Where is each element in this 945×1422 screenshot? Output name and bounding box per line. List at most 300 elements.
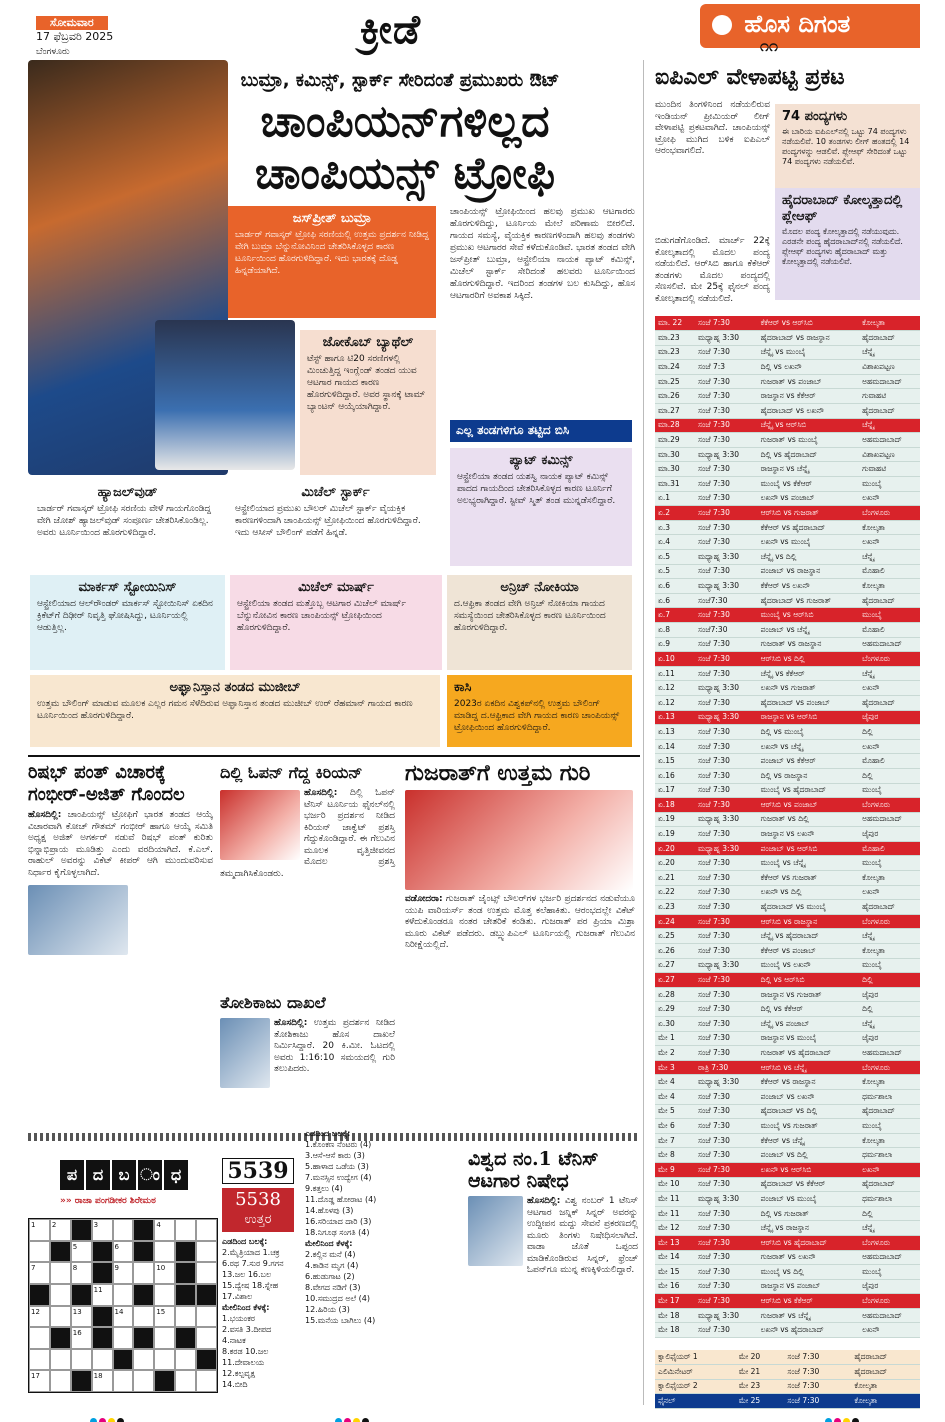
schedule-row-cell: ಏ.20 <box>655 856 695 871</box>
schedule-row-cell: ಮುಂಬೈ vs ಆರ್‌ಸಿಬಿ <box>758 608 860 623</box>
registration-dot <box>108 1418 115 1422</box>
schedule-row-cell: ಸಂಜೆ 7:30 <box>695 1177 758 1192</box>
schedule-row <box>655 550 920 565</box>
schedule-row-cell: ಏ.8 <box>655 622 695 637</box>
schedule-row-cell: ಮುಂಬೈ vs ದಿಲ್ಲಿ <box>758 1265 860 1280</box>
schedule-row-cell: ಮೇ 4 <box>655 1089 695 1104</box>
schedule-row <box>655 1192 920 1207</box>
previous-answer-label: ಉತ್ತರ <box>244 1212 272 1227</box>
schedule-row <box>655 389 920 404</box>
schedule-row-cell: ಏ.12 <box>655 695 695 710</box>
schedule-row <box>655 929 920 944</box>
schedule-row <box>655 900 920 915</box>
jacob-name: ಜೋಕೊಬ್ ಬ್ಯಾಥೆಲ್ <box>322 335 414 350</box>
schedule-row-cell: ದಿಲ್ಲಿ vs ರಾಜಸ್ಥಾನ <box>758 768 860 783</box>
grid-cell[interactable] <box>154 1349 175 1371</box>
hazel-box <box>30 480 225 570</box>
ipl-hyd-title: ಹೈದರಾಬಾದ್ ಕೋಲ್ಕತ್ತಾದಲ್ಲಿ ಪ್ಲೇಆಫ್ <box>782 193 903 224</box>
grid-cell[interactable] <box>175 1306 196 1328</box>
schedule-row-cell: ಸಂಜೆ 7:30 <box>695 1148 758 1163</box>
schedule-row-cell: ಏ.18 <box>655 798 695 813</box>
clue-line: 5.ಹಾಳಾದ ಒಡೆಯ (3) <box>305 1162 369 1171</box>
schedule-row-cell: ಸಂಜೆ 7:30 <box>695 695 758 710</box>
clue-line: 3.ಆಸೆ-ಆಸೆ ಕಾರು (3) <box>305 1151 365 1160</box>
schedule-row <box>655 1119 920 1134</box>
grid-cell[interactable] <box>133 1370 154 1392</box>
starc-text: ಆಸ್ಟ್ರೇಲಿಯಾದ ಪ್ರಮುಖ ಬೌಲರ್ ಮಿಚೆಲ್ ಸ್ಟಾರ್ಕ್ ವೈಯಕ್ತಿಕ ಕಾರಣಗಳಿಂದಾಗಿ ಚಾಂಪಿಯನ್ಸ್ ಟ್ರೋಫಿಯಿಂದ ಹೊರಗುಳಿದಿದ್ದಾರೆ. ಇದು ಆಸೀಸ್ ಬೌಲಿಂಗ್ ಪಡೆಗೆ ಹಿನ್ನಡೆ. <box>235 504 421 538</box>
registration-dot <box>834 1418 841 1422</box>
answer-line: 6.ರಥ 7.ಸುರ 9.ಗಗನ <box>222 1259 284 1268</box>
mujeeb-name: ಅಫ್ಘಾನಿಸ್ತಾನ ತಂಡದ ಮುಜೀಬ್ <box>169 680 301 695</box>
grid-cell[interactable]: 18 <box>92 1370 113 1392</box>
grid-cell[interactable] <box>175 1370 196 1392</box>
pant-body <box>28 810 213 879</box>
schedule-row-cell: ಕೋಲ್ಕತಾ <box>859 1133 920 1148</box>
schedule-row-cell: ಸಂಜೆ 7:30 <box>695 345 758 360</box>
schedule-row-cell: ಮಧ್ಯಾಹ್ನ 3:30 <box>695 447 758 462</box>
kiryan-photo <box>220 790 300 860</box>
print-marks-left <box>90 1410 126 1420</box>
playoff-row-cell: ಕೋಲ್ಕತಾ <box>851 1394 920 1409</box>
schedule-row-cell: ಅಹಮದಾಬಾದ್ <box>859 433 920 448</box>
grid-cell[interactable]: 16 <box>71 1327 92 1349</box>
grid-block <box>175 1241 196 1263</box>
schedule-row-cell: ಬೆಂಗಳೂರು <box>859 506 920 521</box>
schedule-row-cell: ಸಂಜೆ 7:30 <box>695 1206 758 1221</box>
section-divider <box>28 755 640 757</box>
schedule-row <box>655 491 920 506</box>
schedule-row-cell: ಮೇ 7 <box>655 1133 695 1148</box>
toshi-dateline: ಹೊಸದಿಲ್ಲಿ: <box>274 1018 308 1028</box>
schedule-row-cell: ಮೊಹಾಲಿ <box>859 841 920 856</box>
grid-block <box>50 1327 71 1349</box>
schedule-row-cell: ರಾಜಸ್ಥಾನ vs ಆರ್‌ಸಿಬಿ <box>758 710 860 725</box>
schedule-row-cell: ಸಂಜೆ 7:30 <box>695 768 758 783</box>
schedule-row <box>655 622 920 637</box>
crossword-grid[interactable] <box>28 1218 218 1393</box>
grid-cell[interactable]: 10 <box>154 1262 175 1284</box>
mujeeb-text: ಉತ್ತಮ ಬೌಲಿಂಗ್ ಮಾಡುವ ಮೂಲಕ ಎಲ್ಲರ ಗಮನ ಸೆಳೆದಿರುವ ಅಫ್ಘಾನಿಸ್ತಾನ ತಂಡದ ಮುಜೀಬ್ ಉರ್ ರೆಹಮಾನ್ ಗಾಯದ ಕಾರಣ ಟೂರ್ನಿಯಿಂದ ಹೊರಗುಳಿದಿದ್ದಾರೆ. <box>37 699 413 721</box>
schedule-row-cell: ಏ.20 <box>655 841 695 856</box>
grid-cell[interactable] <box>92 1349 113 1371</box>
schedule-row <box>655 447 920 462</box>
pant-story <box>28 762 213 955</box>
schedule-row-cell: ಗುಜರಾತ್ vs ದಿಲ್ಲಿ <box>758 812 860 827</box>
schedule-row-cell: ಕೆಕೆಆರ್ vs ಆರ್‌ಸಿಬಿ <box>758 316 860 331</box>
grid-cell[interactable] <box>196 1370 217 1392</box>
lead-kicker: ಬುಮ್ರಾ, ಕಮಿನ್ಸ್, ಸ್ಟಾರ್ಕ್ ಸೇರಿದಂತೆ ಪ್ರಮುಖರು ಔಟ್ <box>240 70 560 91</box>
schedule-row-cell: ಸಂಜೆ 7:30 <box>695 564 758 579</box>
lead-body: ಚಾಂಪಿಯನ್ಸ್ ಟ್ರೋಫಿಯಿಂದ ಹಲವು ಪ್ರಮುಖ ಆಟಗಾರರು ಹೊರಗುಳಿದಿದ್ದು, ಟೂರ್ನಿಯ ಮೇಲೆ ಪರಿಣಾಮ ಬೀರಲಿದೆ. ಗಾಯದ ಸಮಸ್ಯೆ, ವೈಯಕ್ತಿಕ ಕಾರಣಗಳಿಂದಾಗಿ ಹಲವು ತಂಡಗಳು ಪ್ರಮುಖ ಆಟಗಾರರ ಸೇವೆ ಕಳೆದುಕೊಂಡಿವೆ. ಭಾರತ ತಂಡದ ವೇಗಿ ಜಸ್‌ಪ್ರೀತ್ ಬುಮ್ರಾ, ಆಸ್ಟ್ರೇಲಿಯಾ ನಾಯಕ ಪ್ಯಾಟ್ ಕಮಿನ್ಸ್, ಮಿಚೆಲ್ ಸ್ಟಾರ್ಕ್ ಸೇರಿದಂತೆ ಹಲವರು ಟೂರ್ನಿಯಿಂದ ಹೊರಗುಳಿದಿದ್ದಾರೆ. ಇದರಿಂದ ತಂಡಗಳ ಬಲ ಕುಸಿದಿದ್ದು, ಹೊಸ ಆಟಗಾರರಿಗೆ ಅವಕಾಶ ಸಿಕ್ಕಿದೆ. <box>450 207 635 301</box>
schedule-row-cell: ಸಂಜೆ 7:30 <box>695 652 758 667</box>
schedule-row-cell: ಸಂಜೆ 7:30 <box>695 725 758 740</box>
schedule-row-cell: ಮೊಹಾಲಿ <box>859 754 920 769</box>
tennis-story <box>468 1148 638 1277</box>
schedule-row-cell: ಮಧ್ಯಾಹ್ನ 3:30 <box>695 550 758 565</box>
grid-cell[interactable] <box>113 1370 134 1392</box>
grid-cell[interactable]: 13 <box>71 1306 92 1328</box>
schedule-row-cell: ಧರ್ಮಶಾಲಾ <box>859 1089 920 1104</box>
playoff-row <box>655 1379 920 1394</box>
schedule-row-cell: ಸಂಜೆ 7:30 <box>695 900 758 915</box>
schedule-row-cell: ಸಂಜೆ 7:30 <box>695 462 758 477</box>
schedule-row-cell: ಮೇ 9 <box>655 1162 695 1177</box>
grid-cell[interactable]: 17 <box>29 1370 50 1392</box>
registration-dot <box>825 1418 832 1422</box>
schedule-row-cell: ಆರ್‌ಸಿಬಿ vs ರಾಜಸ್ಥಾನ <box>758 914 860 929</box>
answer-line: 1.ಭಯಂಕರ <box>222 1314 256 1323</box>
schedule-row-cell: ಸಂಜೆ 7:30 <box>695 783 758 798</box>
schedule-row-cell: ಮುಂಬೈ vs ಹೈದರಾಬಾದ್ <box>758 783 860 798</box>
grid-cell[interactable]: 15 <box>154 1306 175 1328</box>
grid-cell[interactable] <box>71 1349 92 1371</box>
grid-block <box>175 1284 196 1306</box>
clue-line: 2.ಕಲ್ಲಿನ ಮನೆ (4) <box>305 1250 356 1259</box>
grid-block <box>92 1306 113 1328</box>
grid-cell[interactable]: 8 <box>71 1262 92 1284</box>
schedule-row-cell: ಏ.24 <box>655 914 695 929</box>
schedule-row-cell: ಏ.13 <box>655 725 695 740</box>
schedule-row-cell: ಹೈದರಾಬಾದ್ <box>859 900 920 915</box>
schedule-row <box>655 958 920 973</box>
schedule-row-cell: ಆರ್‌ಸಿಬಿ vs ದಿಲ್ಲಿ <box>758 652 860 667</box>
schedule-row-cell: ಸಂಜೆ 7:30 <box>695 506 758 521</box>
kiryan-title: ದಿಲ್ಲಿ ಓಪನ್ ಗೆದ್ದ ಕಿರಿಯನ್ <box>220 763 363 782</box>
pat-box <box>450 448 632 566</box>
toshi-story <box>220 992 395 1088</box>
ipl-74-box <box>775 104 920 188</box>
grid-block <box>71 1219 92 1241</box>
schedule-row-cell: ಹೈದರಾಬಾದ್ vs ಲಖನೌ <box>758 404 860 419</box>
schedule-row-cell: ದಿಲ್ಲಿ <box>859 768 920 783</box>
schedule-row-cell: ಮಾ.30 <box>655 462 695 477</box>
schedule-row-cell: ಗುಜರಾತ್ vs ರಾಜಸ್ಥಾನ <box>758 637 860 652</box>
schedule-row <box>655 1133 920 1148</box>
schedule-row-cell: ಚೆನ್ನೈ vs ಪಂಜಾಬ್ <box>758 1017 860 1032</box>
schedule-row-cell: ಮುಂಬೈ <box>859 1265 920 1280</box>
schedule-row-cell: ಸಂಜೆ 7:30 <box>695 1089 758 1104</box>
grid-cell[interactable]: 12 <box>29 1306 50 1328</box>
schedule-row-cell: ಏ.17 <box>655 783 695 798</box>
schedule-row-cell: ಸಂಜೆ 7:30 <box>695 520 758 535</box>
schedule-row-cell: ದಿಲ್ಲಿ vs ಆರ್‌ಸಿಬಿ <box>758 973 860 988</box>
schedule-row-cell: ಸಂಜೆ 7:30 <box>695 1031 758 1046</box>
grid-block <box>133 1219 154 1241</box>
schedule-row-cell: ಮುಂಬೈ <box>859 783 920 798</box>
schedule-row-cell: ದಿಲ್ಲಿ <box>859 973 920 988</box>
grid-block <box>133 1284 154 1306</box>
grid-cell[interactable] <box>113 1327 134 1349</box>
grid-block <box>133 1327 154 1349</box>
schedule-row-cell: ಏ.2 <box>655 506 695 521</box>
schedule-row-cell: ಮೇ 16 <box>655 1279 695 1294</box>
grid-cell[interactable]: 3 <box>92 1219 113 1241</box>
ipl-74-title: 74 ಪಂದ್ಯಗಳು <box>782 109 848 124</box>
schedule-row-cell: ಲಖನೌ <box>859 491 920 506</box>
schedule-row-cell: ಮೇ 4 <box>655 1075 695 1090</box>
grid-block <box>113 1349 134 1371</box>
schedule-row-cell: ಮಾ.23 <box>655 345 695 360</box>
schedule-row-cell: ಮೇ 5 <box>655 1104 695 1119</box>
grid-cell[interactable]: 14 <box>113 1306 134 1328</box>
schedule-row-cell: ಮಧ್ಯಾಹ್ನ 3:30 <box>695 812 758 827</box>
schedule-row-cell: ಸಂಜೆ 7:30 <box>695 491 758 506</box>
schedule-row-cell: ಆರ್‌ಸಿಬಿ vs ಚೆನ್ನೈ <box>758 1060 860 1075</box>
schedule-row <box>655 754 920 769</box>
schedule-row-cell: ಮುಂಬೈ <box>859 608 920 623</box>
schedule-row-cell: ಸಂಜೆ 7:30 <box>695 1221 758 1236</box>
schedule-row-cell: ಮೇ 10 <box>655 1177 695 1192</box>
schedule-row-cell: ಚೆನ್ನೈ vs ಕೆಕೆಆರ್ <box>758 666 860 681</box>
clues-down-label: ಮೇಲಿನಿಂದ ಕೆಳಕ್ಕೆ: <box>305 1239 353 1248</box>
clues-across-label: ಎಡದಿಂದ ಬಲಕ್ಕೆ: <box>305 1129 351 1138</box>
grid-cell[interactable] <box>133 1262 154 1284</box>
schedule-row-cell: ಕೆಕೆಆರ್ vs ಗುಜರಾತ್ <box>758 871 860 886</box>
grid-cell[interactable]: 2 <box>50 1219 71 1241</box>
schedule-row-cell: ಸಂಜೆ7:30 <box>695 593 758 608</box>
lead-headline-line1: ಚಾಂಪಿಯನ್‌ಗಳಿಲ್ಲದ <box>260 96 550 147</box>
schedule-row-cell: ಅಹಮದಾಬಾದ್ <box>859 812 920 827</box>
registration-dot <box>852 1418 859 1422</box>
schedule-row-cell: ಲಖನೌ vs ಪಂಜಾಬ್ <box>758 491 860 506</box>
schedule-row-cell: ಮುಂಬೈ <box>859 477 920 492</box>
grid-cell[interactable] <box>196 1306 217 1328</box>
schedule-row <box>655 1148 920 1163</box>
grid-cell[interactable] <box>50 1306 71 1328</box>
schedule-row-cell: ಏ.10 <box>655 652 695 667</box>
grid-cell[interactable] <box>154 1327 175 1349</box>
schedule-row-cell: ಕೆಕೆಆರ್ vs ಲಖನೌ <box>758 579 860 594</box>
schedule-row <box>655 973 920 988</box>
playoff-row-cell: ಮೇ 21 <box>736 1365 785 1380</box>
schedule-row-cell: ಜೈಪುರ <box>859 1279 920 1294</box>
schedule-row <box>655 331 920 346</box>
schedule-row-cell: ಚೆನ್ನೈ vs ಹೈದರಾಬಾದ್ <box>758 929 860 944</box>
schedule-row <box>655 1177 920 1192</box>
schedule-row-cell: ಮಾ. 22 <box>655 316 695 331</box>
schedule-row <box>655 710 920 725</box>
schedule-row-cell: ಮಧ್ಯಾಹ್ನ 3:30 <box>695 331 758 346</box>
schedule-row-cell: ಸಂಜೆ 7:30 <box>695 798 758 813</box>
clue-line: 16.ಸರಿಯಾದ ದಾರಿ (3) <box>305 1217 372 1226</box>
grid-cell[interactable] <box>50 1262 71 1284</box>
schedule-row-cell: ಸಂಜೆ 7:30 <box>695 856 758 871</box>
answer-line: 2.ವಸತಿ 3.ದೀಪದ <box>222 1325 272 1334</box>
schedule-row-cell: ಬೆಂಗಳೂರು <box>859 1235 920 1250</box>
schedule-row-cell: ಧರ್ಮಶಾಲಾ <box>859 1192 920 1207</box>
schedule-row <box>655 1046 920 1061</box>
crossword-setter: »» ರಾಜಾ ಪಂಗಡೀಕರ ಶಿರೇಮಠ <box>60 1196 156 1206</box>
grid-cell[interactable] <box>29 1349 50 1371</box>
grid-cell[interactable] <box>50 1349 71 1371</box>
registration-dot <box>362 1418 369 1422</box>
schedule-row-cell: ಜೈಪುರ <box>859 1031 920 1046</box>
schedule-row <box>655 506 920 521</box>
playoff-row-cell: ಮೇ 23 <box>736 1379 785 1394</box>
schedule-row-cell: ಸಂಜೆ 7:30 <box>695 433 758 448</box>
schedule-row <box>655 433 920 448</box>
grid-cell[interactable] <box>175 1349 196 1371</box>
playoff-row-cell: ಸಂಜೆ 7:30 <box>784 1365 851 1380</box>
schedule-row <box>655 914 920 929</box>
schedule-row <box>655 579 920 594</box>
grid-cell[interactable] <box>29 1327 50 1349</box>
print-marks-right <box>825 1410 861 1420</box>
answers-down-label: ಮೇಲಿನಿಂದ ಕೆಳಕ್ಕೆ: <box>222 1303 270 1312</box>
crossword-clues <box>305 1128 460 1326</box>
gujarat-story <box>405 762 635 952</box>
schedule-row-cell: ಸಂಜೆ 7:3 <box>695 360 758 375</box>
playoff-row-cell: ಕ್ವಾಲಿಫೈಯರ್ 2 <box>655 1379 736 1394</box>
column-divider <box>643 60 644 1405</box>
lead-subhead: ಎಲ್ಲ ತಂಡಗಳಿಗೂ ತಟ್ಟಿದ ಬಿಸಿ <box>450 420 632 442</box>
grid-cell[interactable]: 11 <box>92 1284 113 1306</box>
schedule-row-cell: ಮಾ.29 <box>655 433 695 448</box>
grid-cell[interactable] <box>175 1219 196 1241</box>
grid-cell[interactable]: 5 <box>71 1241 92 1263</box>
schedule-row-cell: ದಿಲ್ಲಿ vs ಕೆಕೆಆರ್ <box>758 1002 860 1017</box>
playoff-row-cell: ಮೇ 20 <box>736 1350 785 1365</box>
grid-cell[interactable] <box>29 1241 50 1263</box>
schedule-row-cell: ಏ.16 <box>655 768 695 783</box>
schedule-row-cell: ಏ.27 <box>655 973 695 988</box>
schedule-row <box>655 1002 920 1017</box>
clue-line: 14.ಹೊಳಪು (3) <box>305 1206 354 1215</box>
schedule-row-cell: ಅಹಮದಾಬಾದ್ <box>859 374 920 389</box>
schedule-row-cell: ಸಂಜೆ 7:30 <box>695 973 758 988</box>
tennis-title: ವಿಶ್ವದ ನಂ.1 ಟೆನಿಸ್ ಆಟಗಾರ ನಿಷೇಧ <box>468 1148 599 1192</box>
schedule-row-cell: ಪಂಜಾಬ್ vs ರಾಜಸ್ಥಾನ <box>758 564 860 579</box>
grid-block <box>175 1262 196 1284</box>
schedule-row-cell: ಮುಂಬೈ <box>859 958 920 973</box>
schedule-row-cell: ಸಂಜೆ 7:30 <box>695 1162 758 1177</box>
schedule-row-cell: ಸಂಜೆ 7:30 <box>695 535 758 550</box>
grid-cell[interactable]: 1 <box>29 1219 50 1241</box>
answer-line: 8.ಕರಡ 10.ಜಲ <box>222 1347 269 1356</box>
pat-name: ಪ್ಯಾಟ್ ಕಮಿನ್ಸ್ <box>509 453 573 468</box>
grid-cell[interactable] <box>196 1219 217 1241</box>
gujarat-dateline: ವಡೋದರಾ: <box>405 894 443 904</box>
schedule-row-cell: ಚೆನ್ನೈ <box>859 345 920 360</box>
schedule-row-cell: ಸಂಜೆ 7:30 <box>695 944 758 959</box>
schedule-row-cell: ಏ.5 <box>655 564 695 579</box>
schedule-row-cell: ಮೇ 11 <box>655 1206 695 1221</box>
ipl-intro-continued: ಬಿಡುಗಡೆಗೊಂಡಿದೆ. ಮಾರ್ಚ್ 22ಕ್ಕೆ ಕೋಲ್ಕತಾದಲ್ಲಿ ಮೊದಲ ಪಂದ್ಯ ನಡೆಯಲಿದೆ. ಆರ್‌ಸಿಬಿ ಹಾಗೂ ಕೆಕೆಆರ್ ತಂಡಗಳು ಮೊದಲ ಪಂದ್ಯದಲ್ಲಿ ಸೆಣಸಲಿವೆ. ಮೇ 25ಕ್ಕೆ ಫೈನಲ್ ಪಂದ್ಯ ಕೋಲ್ಕತಾದಲ್ಲಿ ನಡೆಯಲಿದೆ. <box>655 236 770 304</box>
answer-line: 2.ಮೈತ್ರಿಯಾದ 1.ಚಕ್ರ <box>222 1248 280 1257</box>
bumrah-name: ಜಸ್‌ಪ್ರೀತ್ ಬುಮ್ರಾ <box>292 211 372 226</box>
schedule-row-cell: ಕೆಕೆಆರ್ vs ರಾಜಸ್ಥಾನ <box>758 1075 860 1090</box>
sinner-photo <box>468 1196 523 1266</box>
schedule-row-cell: ದಿಲ್ಲಿ <box>859 725 920 740</box>
grid-block <box>50 1241 71 1263</box>
schedule-row-cell: ಮಧ್ಯಾಹ್ನ 3:30 <box>695 681 758 696</box>
schedule-row-cell: ಏ.6 <box>655 593 695 608</box>
hazel-name: ಹ್ಯಾಜಲ್‌ವುಡ್ <box>97 485 158 500</box>
grid-cell[interactable]: 6 <box>113 1241 134 1263</box>
schedule-row-cell: ಸಂಜೆ 7:30 <box>695 739 758 754</box>
grid-cell[interactable]: 9 <box>113 1262 134 1284</box>
playoff-row-cell: ಹೈದರಾಬಾದ್ <box>851 1350 920 1365</box>
schedule-row-cell: ಹೈದರಾಬಾದ್ vs ಗುಜರಾತ್ <box>758 593 860 608</box>
schedule-row-cell: ಸಂಜೆ 7:30 <box>695 1294 758 1309</box>
registration-dot <box>90 1418 97 1422</box>
grid-cell[interactable] <box>196 1327 217 1349</box>
ipl-schedule-table <box>655 316 920 1338</box>
schedule-row-cell: ಕೆಕೆಆರ್ vs ಪಂಜಾಬ್ <box>758 944 860 959</box>
schedule-row-cell: ಕೋಲ್ಕತಾ <box>859 520 920 535</box>
schedule-row-cell: ಮೇ 3 <box>655 1060 695 1075</box>
schedule-row-cell: ಸಂಜೆ 7:30 <box>695 827 758 842</box>
schedule-row-cell: ಹೈದರಾಬಾದ್ <box>859 695 920 710</box>
toshi-text: ಉತ್ತಮ ಪ್ರದರ್ಶನ ನೀಡಿದ ತೋಶಿಕಾಜು ಹೊಸ ದಾಖಲೆ ನಿರ್ಮಿಸಿದ್ದಾರೆ. 20 ಕಿ.ಮೀ. ಓಟದಲ್ಲಿ ಅವರು 1:16:10 ಸಮಯದಲ್ಲಿ ಗುರಿ ತಲುಪಿದರು. <box>274 1018 395 1074</box>
schedule-row <box>655 783 920 798</box>
schedule-row-cell: ಜೈಪುರ <box>859 827 920 842</box>
answer-line: 11.ದೇವಾಲಯ <box>222 1358 265 1367</box>
schedule-row-cell: ವಿಶಾಖಪಟ್ಟಣ <box>859 447 920 462</box>
grid-cell[interactable] <box>196 1241 217 1263</box>
masthead-date <box>36 16 113 59</box>
grid-cell[interactable] <box>50 1284 71 1306</box>
ipl-title: ಐಪಿಎಲ್ ವೇಳಾಪಟ್ಟಿ ಪ್ರಕಟ <box>655 64 845 90</box>
grid-cell[interactable] <box>133 1349 154 1371</box>
clue-line: 4.ಕಾಡಿನ ಮೃಗ (4) <box>305 1261 359 1270</box>
schedule-row <box>655 725 920 740</box>
schedule-row-cell: ಹೈದರಾಬಾದ್ vs ಕೆಕೆಆರ್ <box>758 1177 860 1192</box>
schedule-row-cell: ಸಂಜೆ 7:30 <box>695 1119 758 1134</box>
schedule-row-cell: ದಿಲ್ಲಿ vs ಹೈದರಾಬಾದ್ <box>758 447 860 462</box>
grid-cell[interactable] <box>154 1284 175 1306</box>
schedule-row-cell: ರಾಜಸ್ಥಾನ vs ಪಂಜಾಬ್ <box>758 1279 860 1294</box>
schedule-row <box>655 1221 920 1236</box>
grid-cell[interactable]: 4 <box>154 1219 175 1241</box>
pant-text: ಚಾಂಪಿಯನ್ಸ್ ಟ್ರೋಫಿಗೆ ಭಾರತ ತಂಡದ ಆಯ್ಕೆ ವಿಚಾರವಾಗಿ ಕೋಚ್ ಗೌತಮ್ ಗಂಭೀರ್ ಹಾಗೂ ಆಯ್ಕೆ ಸಮಿತಿ ಅಧ್ಯಕ್ಷ ಅಜಿತ್ ಅಗರ್ಕರ್ ನಡುವೆ ರಿಷಭ್ ಪಂತ್ ಕುರಿತು ಭಿನ್ನಾಭಿಪ್ರಾಯ ಮೂಡಿತ್ತು ಎಂದು ವರದಿಯಾಗಿದೆ. ಕೆ.ಎಲ್. ರಾಹುಲ್ ಅವರನ್ನು ವಿಕೆಟ್ ಕೀಪರ್ ಆಗಿ ಮುಂದುವರಿಸುವ ನಿರ್ಧಾರ ಕೈಗೊಳ್ಳಲಾಗಿದೆ. <box>28 810 213 878</box>
previous-puzzle-number: 5538 <box>235 1189 281 1210</box>
kiryan-text: ದಿಲ್ಲಿ ಓಪನ್ ಟೆನಿಸ್ ಟೂರ್ನಿಯ ಫೈನಲ್‌ನಲ್ಲಿ ಭರ್ಜರಿ ಪ್ರದರ್ಶನ ನೀಡಿದ ಕಿರಿಯನ್ ಜಾಕ್ವೆಟ್ ಪ್ರಶಸ್ತಿ ಗೆದ್ದುಕೊಂಡಿದ್ದಾರೆ. ಈ ಗೆಲುವಿನ ಮೂಲಕ ವೃತ್ತಿಜೀವನದ ಮೊದಲ ಪ್ರಶಸ್ತಿ ತಮ್ಮದಾಗಿಸಿಕೊಂಡರು. <box>220 788 395 879</box>
grid-cell[interactable]: 7 <box>29 1262 50 1284</box>
grid-block <box>196 1284 217 1306</box>
grid-cell[interactable] <box>113 1219 134 1241</box>
registration-dot <box>117 1418 124 1422</box>
grid-cell[interactable] <box>196 1262 217 1284</box>
schedule-row <box>655 608 920 623</box>
grid-cell[interactable] <box>50 1370 71 1392</box>
schedule-row <box>655 418 920 433</box>
schedule-row-cell: ಬೆಂಗಳೂರು <box>859 652 920 667</box>
schedule-row-cell: ಚೆನ್ನೈ vs ದಿಲ್ಲಿ <box>758 550 860 565</box>
jacob-box <box>300 330 436 475</box>
schedule-row-cell: ಏ.6 <box>655 579 695 594</box>
newspaper-logo <box>700 4 920 48</box>
schedule-row-cell: ಆರ್‌ಸಿಬಿ vs ಪಂಜಾಬ್ <box>758 798 860 813</box>
playoff-row-cell: ಸಂಜೆ 7:30 <box>784 1394 851 1409</box>
schedule-row <box>655 404 920 419</box>
playoff-row-cell: ಹೈದರಾಬಾದ್ <box>851 1365 920 1380</box>
answer-line: 12.ಕಲ್ಪವೃಕ್ಷ <box>222 1369 256 1378</box>
playoff-row-cell: ಎಲಿಮಿನೇಟರ್ <box>655 1365 736 1380</box>
schedule-row-cell: ಸಂಜೆ 7:30 <box>695 1017 758 1032</box>
grid-cell[interactable] <box>133 1306 154 1328</box>
schedule-row <box>655 798 920 813</box>
grid-cell[interactable] <box>154 1241 175 1263</box>
schedule-row-cell: ಮಾ.27 <box>655 404 695 419</box>
schedule-row-cell: ಮೊಹಾಲಿ <box>859 622 920 637</box>
schedule-row-cell: ಏ.26 <box>655 944 695 959</box>
grid-cell[interactable] <box>113 1284 134 1306</box>
schedule-row-cell: ಸಂಜೆ 7:30 <box>695 608 758 623</box>
kasi-name: ಕಾಸಿ <box>454 680 472 695</box>
playoff-row <box>655 1350 920 1365</box>
clue-line: 8.ವೇಗದ ನಡಿಗೆ (3) <box>305 1283 361 1292</box>
